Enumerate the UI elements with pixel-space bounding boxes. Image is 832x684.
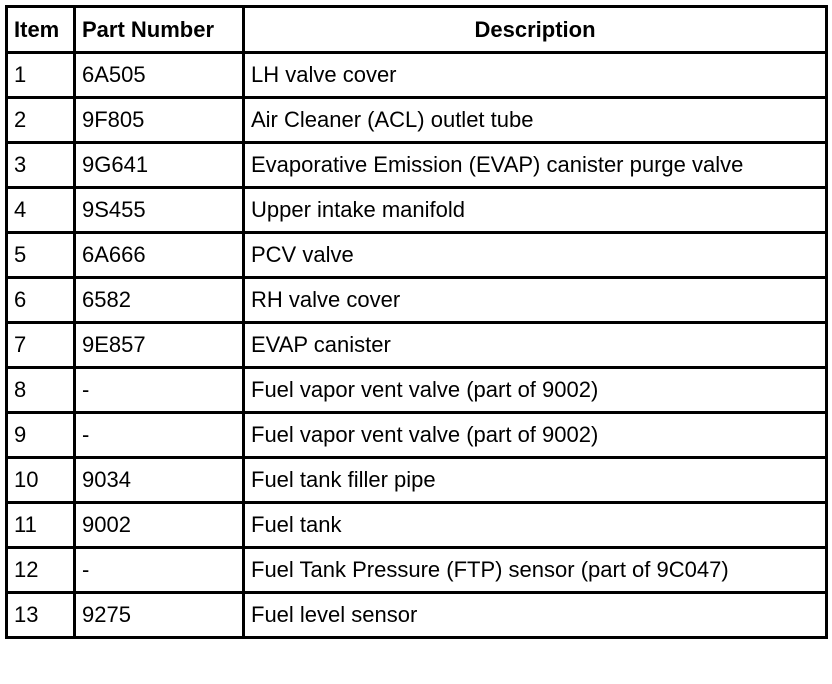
column-header-description: Description: [244, 7, 827, 53]
part-number-cell: 9002: [75, 503, 244, 548]
table-row: [7, 323, 827, 368]
table-row: [7, 233, 827, 278]
item-cell: 13: [7, 593, 75, 638]
part-number-cell: 9034: [75, 458, 244, 503]
item-cell: 4: [7, 188, 75, 233]
item-cell: 9: [7, 413, 75, 458]
description-cell: Fuel Tank Pressure (FTP) sensor (part of 9C047): [244, 548, 827, 593]
item-cell: 7: [7, 323, 75, 368]
part-number-cell: 6582: [75, 278, 244, 323]
table-body: [7, 53, 827, 638]
column-header-item: Item: [7, 7, 75, 53]
part-number-cell: 9E857: [75, 323, 244, 368]
description-cell: Fuel vapor vent valve (part of 9002): [244, 368, 827, 413]
description-cell: Fuel vapor vent valve (part of 9002): [244, 413, 827, 458]
parts-table: [5, 5, 828, 639]
part-number-cell: 9G641: [75, 143, 244, 188]
header-row: [7, 7, 827, 53]
part-number-cell: 9S455: [75, 188, 244, 233]
description-cell: RH valve cover: [244, 278, 827, 323]
item-cell: 5: [7, 233, 75, 278]
item-cell: 12: [7, 548, 75, 593]
table-row: [7, 368, 827, 413]
description-cell: Upper intake manifold: [244, 188, 827, 233]
part-number-cell: 6A666: [75, 233, 244, 278]
table-row: [7, 98, 827, 143]
description-cell: LH valve cover: [244, 53, 827, 98]
table-row: [7, 548, 827, 593]
table-row: [7, 188, 827, 233]
description-cell: EVAP canister: [244, 323, 827, 368]
column-header-part-number: Part Number: [75, 7, 244, 53]
part-number-cell: -: [75, 548, 244, 593]
description-cell: Air Cleaner (ACL) outlet tube: [244, 98, 827, 143]
item-cell: 3: [7, 143, 75, 188]
part-number-cell: 6A505: [75, 53, 244, 98]
item-cell: 10: [7, 458, 75, 503]
table-row: [7, 53, 827, 98]
description-cell: Fuel tank: [244, 503, 827, 548]
table-row: [7, 503, 827, 548]
item-cell: 11: [7, 503, 75, 548]
table-row: [7, 413, 827, 458]
table-row: [7, 143, 827, 188]
description-cell: Fuel tank filler pipe: [244, 458, 827, 503]
table-row: [7, 278, 827, 323]
part-number-cell: -: [75, 413, 244, 458]
description-cell: Evaporative Emission (EVAP) canister purge valve: [244, 143, 827, 188]
item-cell: 1: [7, 53, 75, 98]
table-header: [7, 7, 827, 53]
item-cell: 8: [7, 368, 75, 413]
table-row: [7, 458, 827, 503]
part-number-cell: 9F805: [75, 98, 244, 143]
item-cell: 6: [7, 278, 75, 323]
description-cell: PCV valve: [244, 233, 827, 278]
item-cell: 2: [7, 98, 75, 143]
description-cell: Fuel level sensor: [244, 593, 827, 638]
part-number-cell: -: [75, 368, 244, 413]
part-number-cell: 9275: [75, 593, 244, 638]
table-row: [7, 593, 827, 638]
